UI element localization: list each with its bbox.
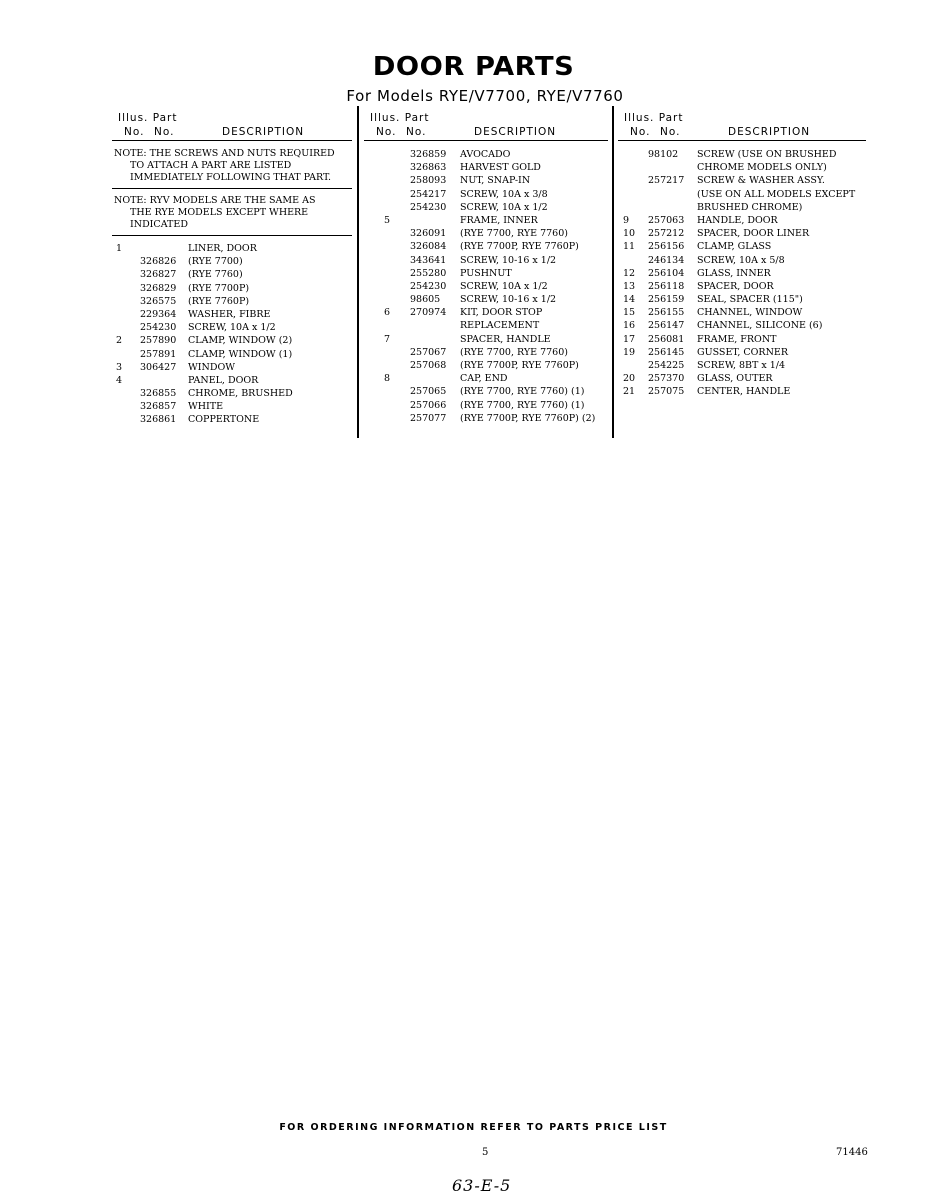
parts-list — [364, 148, 608, 425]
part-description: CENTER, HANDLE — [697, 386, 791, 398]
part-description: (RYE 7700P, RYE 7760P) — [460, 360, 579, 371]
part-description: (RYE 7760) — [188, 269, 243, 281]
part-description: SPACER, HANDLE — [460, 333, 551, 345]
illus-number: 14 — [623, 294, 636, 306]
header-part-no: No. — [660, 126, 681, 138]
part-description: SCREW, 10-16 x 1/2 — [460, 294, 557, 306]
illus-number: 4 — [116, 374, 123, 386]
part-number: 257066 — [410, 399, 447, 411]
part-description: SCREW, 10-16 x 1/2 — [460, 254, 557, 266]
part-description: CHANNEL, SILICONE (6) — [697, 320, 823, 332]
list-item — [618, 254, 866, 267]
list-item — [364, 319, 608, 332]
note-line: TO ATTACH A PART ARE LISTED — [130, 160, 292, 171]
illus-number: 15 — [623, 307, 636, 319]
note-ryv-models — [112, 195, 352, 231]
list-item — [112, 374, 352, 387]
list-item — [364, 267, 608, 280]
part-description: SCREW, 8BT x 1/4 — [697, 360, 786, 371]
page-subtitle: For Models RYE/V7700, RYE/V7760 — [346, 87, 624, 105]
list-item — [364, 306, 608, 319]
list-item — [112, 255, 352, 268]
part-number: 257075 — [648, 386, 685, 398]
part-number: 257065 — [410, 386, 447, 398]
illus-number: 8 — [384, 373, 391, 385]
part-description: SPACER, DOOR — [697, 280, 774, 292]
part-number: 256156 — [648, 241, 685, 253]
part-description: SEAL, SPACER (115") — [697, 294, 803, 306]
part-description: SCREW, 10A x 1/2 — [188, 322, 276, 334]
illus-number: 17 — [623, 333, 636, 345]
illus-number: 13 — [623, 280, 636, 292]
note-screws — [112, 148, 352, 184]
part-description: SCREW, 10A x 1/2 — [460, 201, 548, 213]
part-description: GUSSET, CORNER — [697, 346, 788, 358]
note-line: NOTE: THE SCREWS AND NUTS REQUIRED — [114, 148, 335, 159]
part-description: (RYE 7700, RYE 7760) (1) — [460, 399, 585, 411]
part-description: CLAMP, WINDOW (1) — [188, 348, 293, 360]
part-number: 254217 — [410, 188, 447, 200]
part-description: (USE ON ALL MODELS EXCEPT — [697, 188, 856, 200]
list-item — [364, 412, 608, 425]
list-item — [112, 242, 352, 255]
header-illus-part: Illus. Part — [370, 112, 430, 124]
list-item — [364, 385, 608, 398]
part-description: (RYE 7700P, RYE 7760P) (2) — [460, 412, 596, 424]
list-item — [618, 188, 866, 201]
list-item — [618, 201, 866, 214]
part-number: 255280 — [410, 267, 447, 279]
list-item — [364, 201, 608, 214]
parts-list — [618, 148, 866, 399]
part-description: FRAME, FRONT — [697, 333, 777, 345]
part-description: CLAMP, GLASS — [697, 241, 772, 253]
illus-number: 21 — [623, 386, 636, 398]
part-number: 326575 — [140, 295, 177, 307]
part-number: 98605 — [410, 294, 441, 306]
header-illus-part: Illus. Part — [624, 112, 684, 124]
part-number: 257370 — [648, 373, 685, 385]
part-description: GLASS, INNER — [697, 267, 771, 279]
part-number: 326861 — [140, 414, 177, 426]
part-description: WHITE — [188, 401, 224, 413]
part-number: 256147 — [648, 320, 685, 332]
part-number: 326857 — [140, 401, 177, 413]
part-number: 270974 — [410, 307, 447, 319]
list-item — [364, 372, 608, 385]
header-illus-no: No. — [376, 126, 397, 138]
list-item — [112, 295, 352, 308]
part-number: 256159 — [648, 294, 685, 306]
list-item — [364, 280, 608, 293]
header-illus-no: No. — [124, 126, 145, 138]
part-description: CLAMP, WINDOW (2) — [188, 335, 293, 347]
illus-number: 12 — [623, 267, 636, 279]
part-description: SCREW & WASHER ASSY. — [697, 175, 825, 187]
part-description: NUT, SNAP-IN — [460, 175, 531, 187]
part-number: 326826 — [140, 256, 177, 268]
part-description: BRUSHED CHROME) — [697, 201, 803, 213]
column-header — [112, 110, 352, 141]
column-divider-2 — [612, 106, 614, 438]
illus-number: 20 — [623, 373, 636, 385]
column-divider-1 — [357, 106, 359, 438]
part-number: 257890 — [140, 335, 177, 347]
divider — [112, 235, 352, 236]
note-line: THE RYE MODELS EXCEPT WHERE — [130, 207, 309, 218]
column-header — [618, 110, 866, 141]
part-description: GLASS, OUTER — [697, 373, 773, 385]
part-number: 257077 — [410, 412, 447, 424]
part-number: 257212 — [648, 228, 685, 240]
list-item — [618, 359, 866, 372]
list-item — [112, 400, 352, 413]
header-description: DESCRIPTION — [222, 126, 305, 138]
list-item — [112, 268, 352, 281]
parts-column-2 — [364, 110, 608, 425]
header-illus-part: Illus. Part — [118, 112, 178, 124]
list-item — [364, 161, 608, 174]
list-item — [364, 240, 608, 253]
header-description: DESCRIPTION — [728, 126, 811, 138]
part-description: CHROME, BRUSHED — [188, 388, 293, 400]
list-item — [364, 399, 608, 412]
part-description: COPPERTONE — [188, 414, 260, 426]
header-part-no: No. — [406, 126, 427, 138]
part-description: WASHER, FIBRE — [188, 308, 271, 320]
part-description: HANDLE, DOOR — [697, 214, 778, 226]
parts-list — [112, 242, 352, 427]
note-line: INDICATED — [130, 219, 188, 230]
handwritten-code: 63-E-5 — [452, 1176, 512, 1195]
part-description: FRAME, INNER — [460, 214, 538, 226]
part-description: AVOCADO — [460, 149, 511, 160]
part-description: KIT, DOOR STOP — [460, 307, 543, 319]
header-illus-no: No. — [630, 126, 651, 138]
part-description: PUSHNUT — [460, 267, 512, 279]
list-item — [364, 214, 608, 227]
part-number: 257068 — [410, 360, 447, 371]
part-number: 257891 — [140, 348, 177, 360]
list-item — [618, 240, 866, 253]
illus-number: 19 — [623, 346, 636, 358]
list-item — [112, 413, 352, 426]
note-line: IMMEDIATELY FOLLOWING THAT PART. — [130, 172, 331, 183]
part-description: SCREW (USE ON BRUSHED — [697, 149, 837, 160]
part-description: SCREW, 10A x 1/2 — [460, 280, 548, 292]
list-item — [112, 348, 352, 361]
illus-number: 6 — [384, 307, 391, 319]
part-number: 257063 — [648, 214, 685, 226]
part-number: 326084 — [410, 241, 447, 253]
parts-column-1 — [112, 110, 352, 427]
list-item — [112, 361, 352, 374]
part-description: (RYE 7700P, RYE 7760P) — [460, 241, 579, 253]
list-item — [364, 293, 608, 306]
part-description: (RYE 7700P) — [188, 282, 250, 294]
part-description: (RYE 7760P) — [188, 295, 250, 307]
part-description: CHANNEL, WINDOW — [697, 307, 803, 319]
list-item — [618, 148, 866, 161]
list-item — [112, 308, 352, 321]
part-number: 257067 — [410, 346, 447, 358]
list-item — [112, 334, 352, 347]
list-item — [618, 346, 866, 359]
part-number: 326827 — [140, 269, 177, 281]
part-number: 326829 — [140, 282, 177, 294]
part-number: 254225 — [648, 360, 685, 371]
list-item — [112, 321, 352, 334]
part-description: SCREW, 10A x 5/8 — [697, 254, 785, 266]
list-item — [618, 385, 866, 398]
part-description: SCREW, 10A x 3/8 — [460, 188, 548, 200]
part-number: 326863 — [410, 162, 447, 174]
part-number: 256118 — [648, 280, 685, 292]
part-number: 326855 — [140, 388, 177, 400]
part-number: 246134 — [648, 254, 685, 266]
part-number: 254230 — [410, 280, 447, 292]
header-description: DESCRIPTION — [474, 126, 557, 138]
part-number: 256145 — [648, 346, 685, 358]
part-number: 257217 — [648, 175, 685, 187]
list-item — [618, 214, 866, 227]
part-description: (RYE 7700, RYE 7760) (1) — [460, 386, 585, 398]
list-item — [618, 306, 866, 319]
list-item — [364, 359, 608, 372]
column-header — [364, 110, 608, 141]
illus-number: 3 — [116, 361, 123, 373]
illus-number: 10 — [623, 228, 636, 240]
note-line: NOTE: RYV MODELS ARE THE SAME AS — [114, 195, 316, 206]
divider — [112, 188, 352, 189]
part-number: 256081 — [648, 333, 685, 345]
part-description: PANEL, DOOR — [188, 374, 259, 386]
list-item — [364, 188, 608, 201]
illus-number: 9 — [623, 214, 630, 226]
illus-number: 2 — [116, 335, 123, 347]
part-description: SPACER, DOOR LINER — [697, 228, 810, 240]
part-description: CAP, END — [460, 373, 508, 385]
list-item — [364, 333, 608, 346]
list-item — [618, 319, 866, 332]
list-item — [618, 174, 866, 187]
illus-number: 1 — [116, 243, 123, 254]
ordering-footer: FOR ORDERING INFORMATION REFER TO PARTS PRICE LIST — [279, 1122, 668, 1133]
illus-number: 16 — [623, 320, 636, 332]
list-item — [364, 346, 608, 359]
list-item — [618, 372, 866, 385]
part-number: 256104 — [648, 267, 685, 279]
list-item — [364, 254, 608, 267]
list-item — [364, 227, 608, 240]
parts-column-3 — [618, 110, 866, 399]
part-number: 326091 — [410, 228, 447, 240]
page-title: DOOR PARTS — [372, 52, 575, 82]
part-description: HARVEST GOLD — [460, 162, 541, 174]
part-description: (RYE 7700) — [188, 256, 243, 268]
list-item — [618, 161, 866, 174]
part-description: REPLACEMENT — [460, 320, 540, 332]
part-number: 256155 — [648, 307, 685, 319]
page-number: 5 — [482, 1147, 489, 1158]
illus-number: 11 — [623, 241, 636, 253]
header-part-no: No. — [154, 126, 175, 138]
document-number: 71446 — [836, 1147, 868, 1158]
illus-number: 7 — [384, 333, 391, 345]
part-number: 254230 — [410, 201, 447, 213]
part-description: LINER, DOOR — [188, 243, 257, 254]
part-number: 306427 — [140, 361, 177, 373]
list-item — [618, 227, 866, 240]
list-item — [618, 333, 866, 346]
part-number: 326859 — [410, 149, 447, 160]
list-item — [618, 267, 866, 280]
part-number: 98102 — [648, 149, 679, 160]
part-number: 254230 — [140, 322, 177, 334]
part-number: 258093 — [410, 175, 447, 187]
part-description: WINDOW — [188, 361, 235, 373]
list-item — [112, 282, 352, 295]
part-number: 343641 — [410, 254, 447, 266]
part-description: CHROME MODELS ONLY) — [697, 162, 827, 174]
list-item — [112, 387, 352, 400]
list-item — [618, 293, 866, 306]
part-description: (RYE 7700, RYE 7760) — [460, 228, 568, 240]
part-description: (RYE 7700, RYE 7760) — [460, 346, 568, 358]
part-number: 229364 — [140, 308, 177, 320]
list-item — [364, 148, 608, 161]
illus-number: 5 — [384, 214, 391, 226]
list-item — [618, 280, 866, 293]
list-item — [364, 174, 608, 187]
